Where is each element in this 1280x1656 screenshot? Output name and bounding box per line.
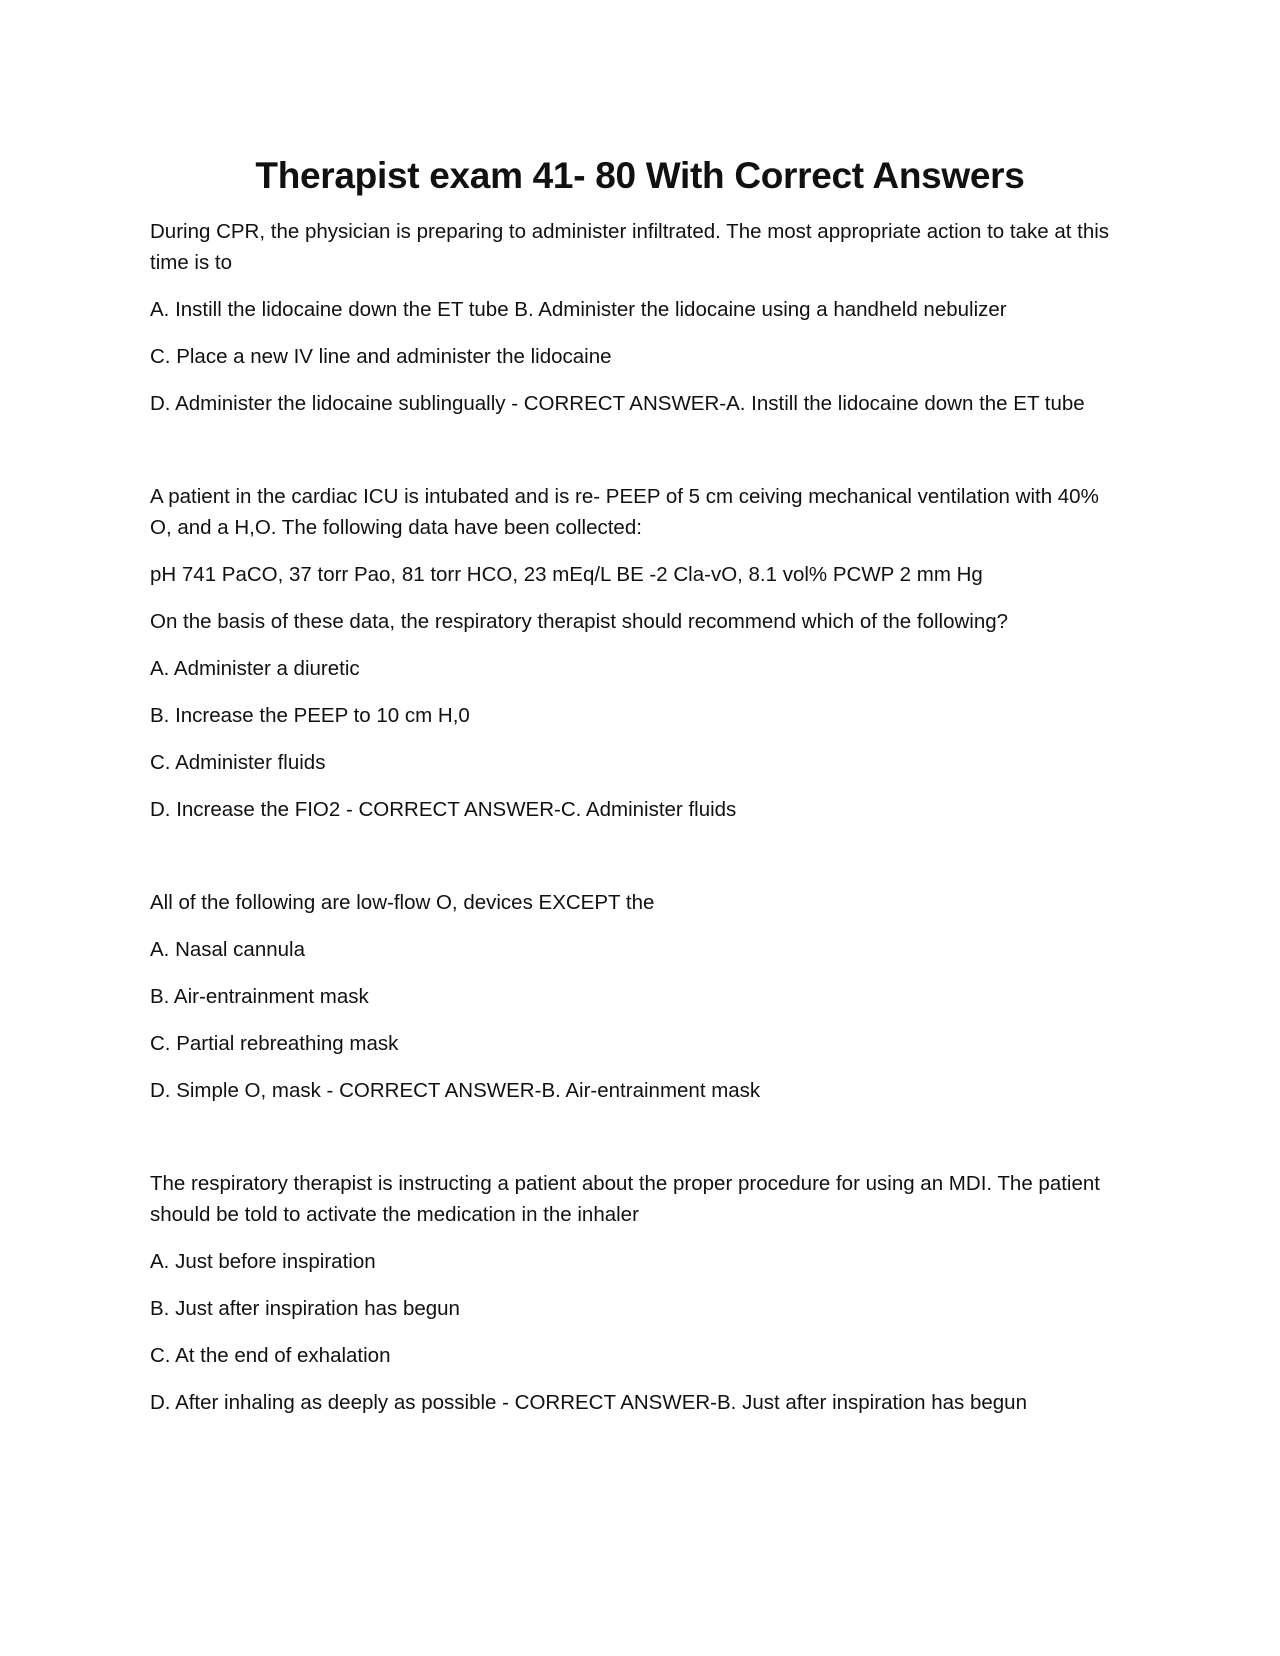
question-block (150, 216, 1125, 419)
answer-option-with-correct-answer: D. After inhaling as deeply as possible - CORRECT ANSWER-B. Just after inspiration has begun (150, 1391, 1027, 1414)
answer-option: B. Air-entrainment mask (150, 985, 369, 1008)
question-block (150, 481, 1125, 825)
question-block (150, 1168, 1125, 1418)
answer-option: B. Just after inspiration has begun (150, 1297, 460, 1320)
answer-option: C. Place a new IV line and administer the lidocaine (150, 345, 612, 368)
lab-data-line: pH 741 PaCO, 37 torr Pao, 81 torr HCO, 23 mEq/L BE -2 Cla-vO, 8.1 vol% PCWP 2 mm Hg (150, 563, 983, 586)
answer-option: A. Nasal cannula (150, 938, 305, 961)
question-block (150, 887, 1125, 1106)
answer-option-with-correct-answer: D. Simple O, mask - CORRECT ANSWER-B. Air-entrainment mask (150, 1079, 761, 1102)
answer-option: B. Increase the PEEP to 10 cm H,0 (150, 704, 470, 727)
document-body (150, 216, 1125, 1434)
answer-option: A. Just before inspiration (150, 1250, 376, 1273)
answer-option-with-correct-answer: D. Administer the lidocaine sublingually - CORRECT ANSWER-A. Instill the lidocaine down the ET tube (150, 392, 1085, 415)
answer-option: C. Partial rebreathing mask (150, 1032, 399, 1055)
answer-option: A. Instill the lidocaine down the ET tube B. Administer the lidocaine using a handheld nebulizer (150, 298, 1007, 321)
answer-option: A. Administer a diuretic (150, 657, 360, 680)
page-title: Therapist exam 41- 80 With Correct Answers (255, 155, 1025, 196)
question-stem: During CPR, the physician is preparing to administer infiltrated. The most appropriate action to take at this time is to (150, 220, 1110, 274)
answer-option: C. At the end of exhalation (150, 1344, 391, 1367)
question-prompt: On the basis of these data, the respiratory therapist should recommend which of the following? (150, 610, 1009, 633)
question-stem: All of the following are low-flow O, devices EXCEPT the (150, 891, 655, 914)
answer-option: C. Administer fluids (150, 751, 326, 774)
question-stem: A patient in the cardiac ICU is intubated and is re- PEEP of 5 cm ceiving mechanical ventilation with 40% O, and a H,O. The following data have been collected: (150, 485, 1099, 539)
question-stem: The respiratory therapist is instructing a patient about the proper procedure for using an MDI. The patient should be told to activate the medication in the inhaler (150, 1172, 1100, 1226)
answer-option-with-correct-answer: D. Increase the FIO2 - CORRECT ANSWER-C. Administer fluids (150, 798, 737, 821)
